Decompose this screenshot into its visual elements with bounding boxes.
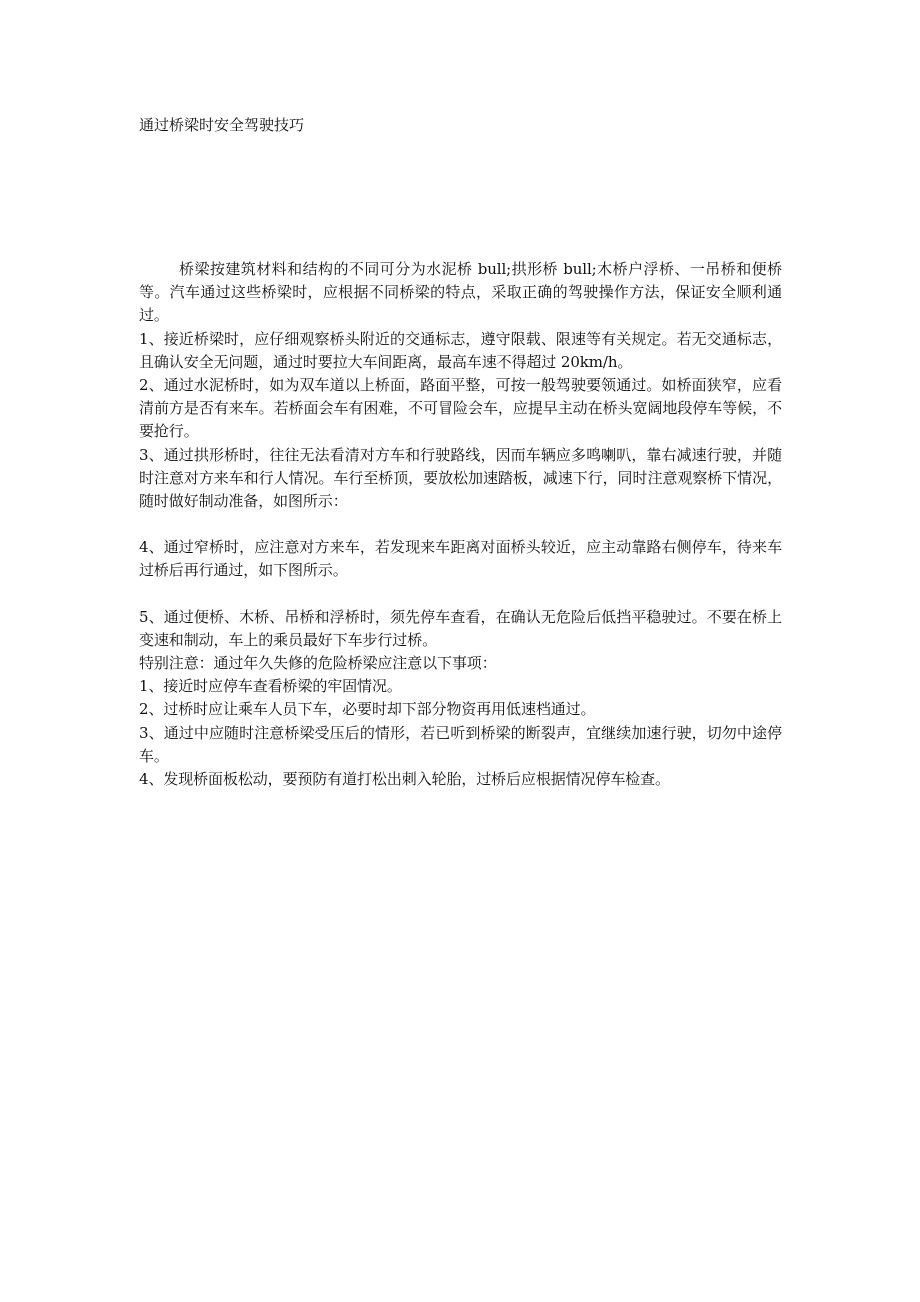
- paragraph-step-5: 5、通过便桥、木桥、吊桥和浮桥时，须先停车查看，在确认无危险后低挡平稳驶过。不要在桥上变速和制动，车上的乘员最好下车步行过桥。: [139, 607, 782, 649]
- paragraph-step-4: 4、通过窄桥时，应注意对方来车，若发现来车距离对面桥头较近，应主动靠路右侧停车，待来车过桥后再行通过，如下图所示。: [139, 538, 782, 580]
- note-item-2: 2、过桥时应让乘车人员下车，必要时却下部分物资再用低速档通过。: [139, 700, 596, 719]
- note-item-1: 1、接近时应停车查看桥梁的牢固情况。: [139, 677, 402, 696]
- document-title: 通过桥梁时安全驾驶技巧: [139, 116, 305, 134]
- note-item-3: 3、通过中应随时注意桥梁受压后的情形，若已听到桥梁的断裂声，宜继续加速行驶，切勿中途停车。: [139, 723, 782, 765]
- document-body: [139, 258, 782, 791]
- special-note-heading: 特别注意：通过年久失修的危险桥梁应注意以下事项：: [139, 654, 497, 673]
- paragraph-step-3: 3、通过拱形桥时，往往无法看清对方车和行驶路线，因而车辆应多鸣喇叭，靠右减速行驶，并随时注意对方来车和行人情况。车行至桥顶，要放松加速踏板，减速下行，同时注意观察桥下情况，随时做好制动准备，如图所示：: [139, 445, 782, 511]
- note-item-4: 4、发现桥面板松动，要预防有道打松出刺入轮胎，过桥后应根据情况停车检查。: [139, 770, 670, 789]
- paragraph-step-1: 1、接近桥梁时，应仔细观察桥头附近的交通标志，遵守限载、限速等有关规定。若无交通标志，且确认安全无问题，通过时要拉大车间距离，最高车速不得超过 20km/h。: [139, 329, 782, 371]
- blank-line: [139, 513, 782, 536]
- paragraph-step-2: 2、通过水泥桥时，如为双车道以上桥面，路面平整，可按一般驾驶要领通过。如桥面狭窄，应看清前方是否有来车。若桥面会车有困难，不可冒险会车，应提早主动在桥头宽阔地段停车等候，不要抢行。: [139, 376, 782, 441]
- intro-paragraph: 桥梁按建筑材料和结构的不同可分为水泥桥 bull;拱形桥 bull;木桥户浮桥、一吊桥和便桥等。汽车通过这些桥梁时，应根据不同桥梁的特点，采取正确的驾驶操作方法，保证安全顺利通过。: [139, 260, 782, 325]
- blank-line: [139, 583, 782, 606]
